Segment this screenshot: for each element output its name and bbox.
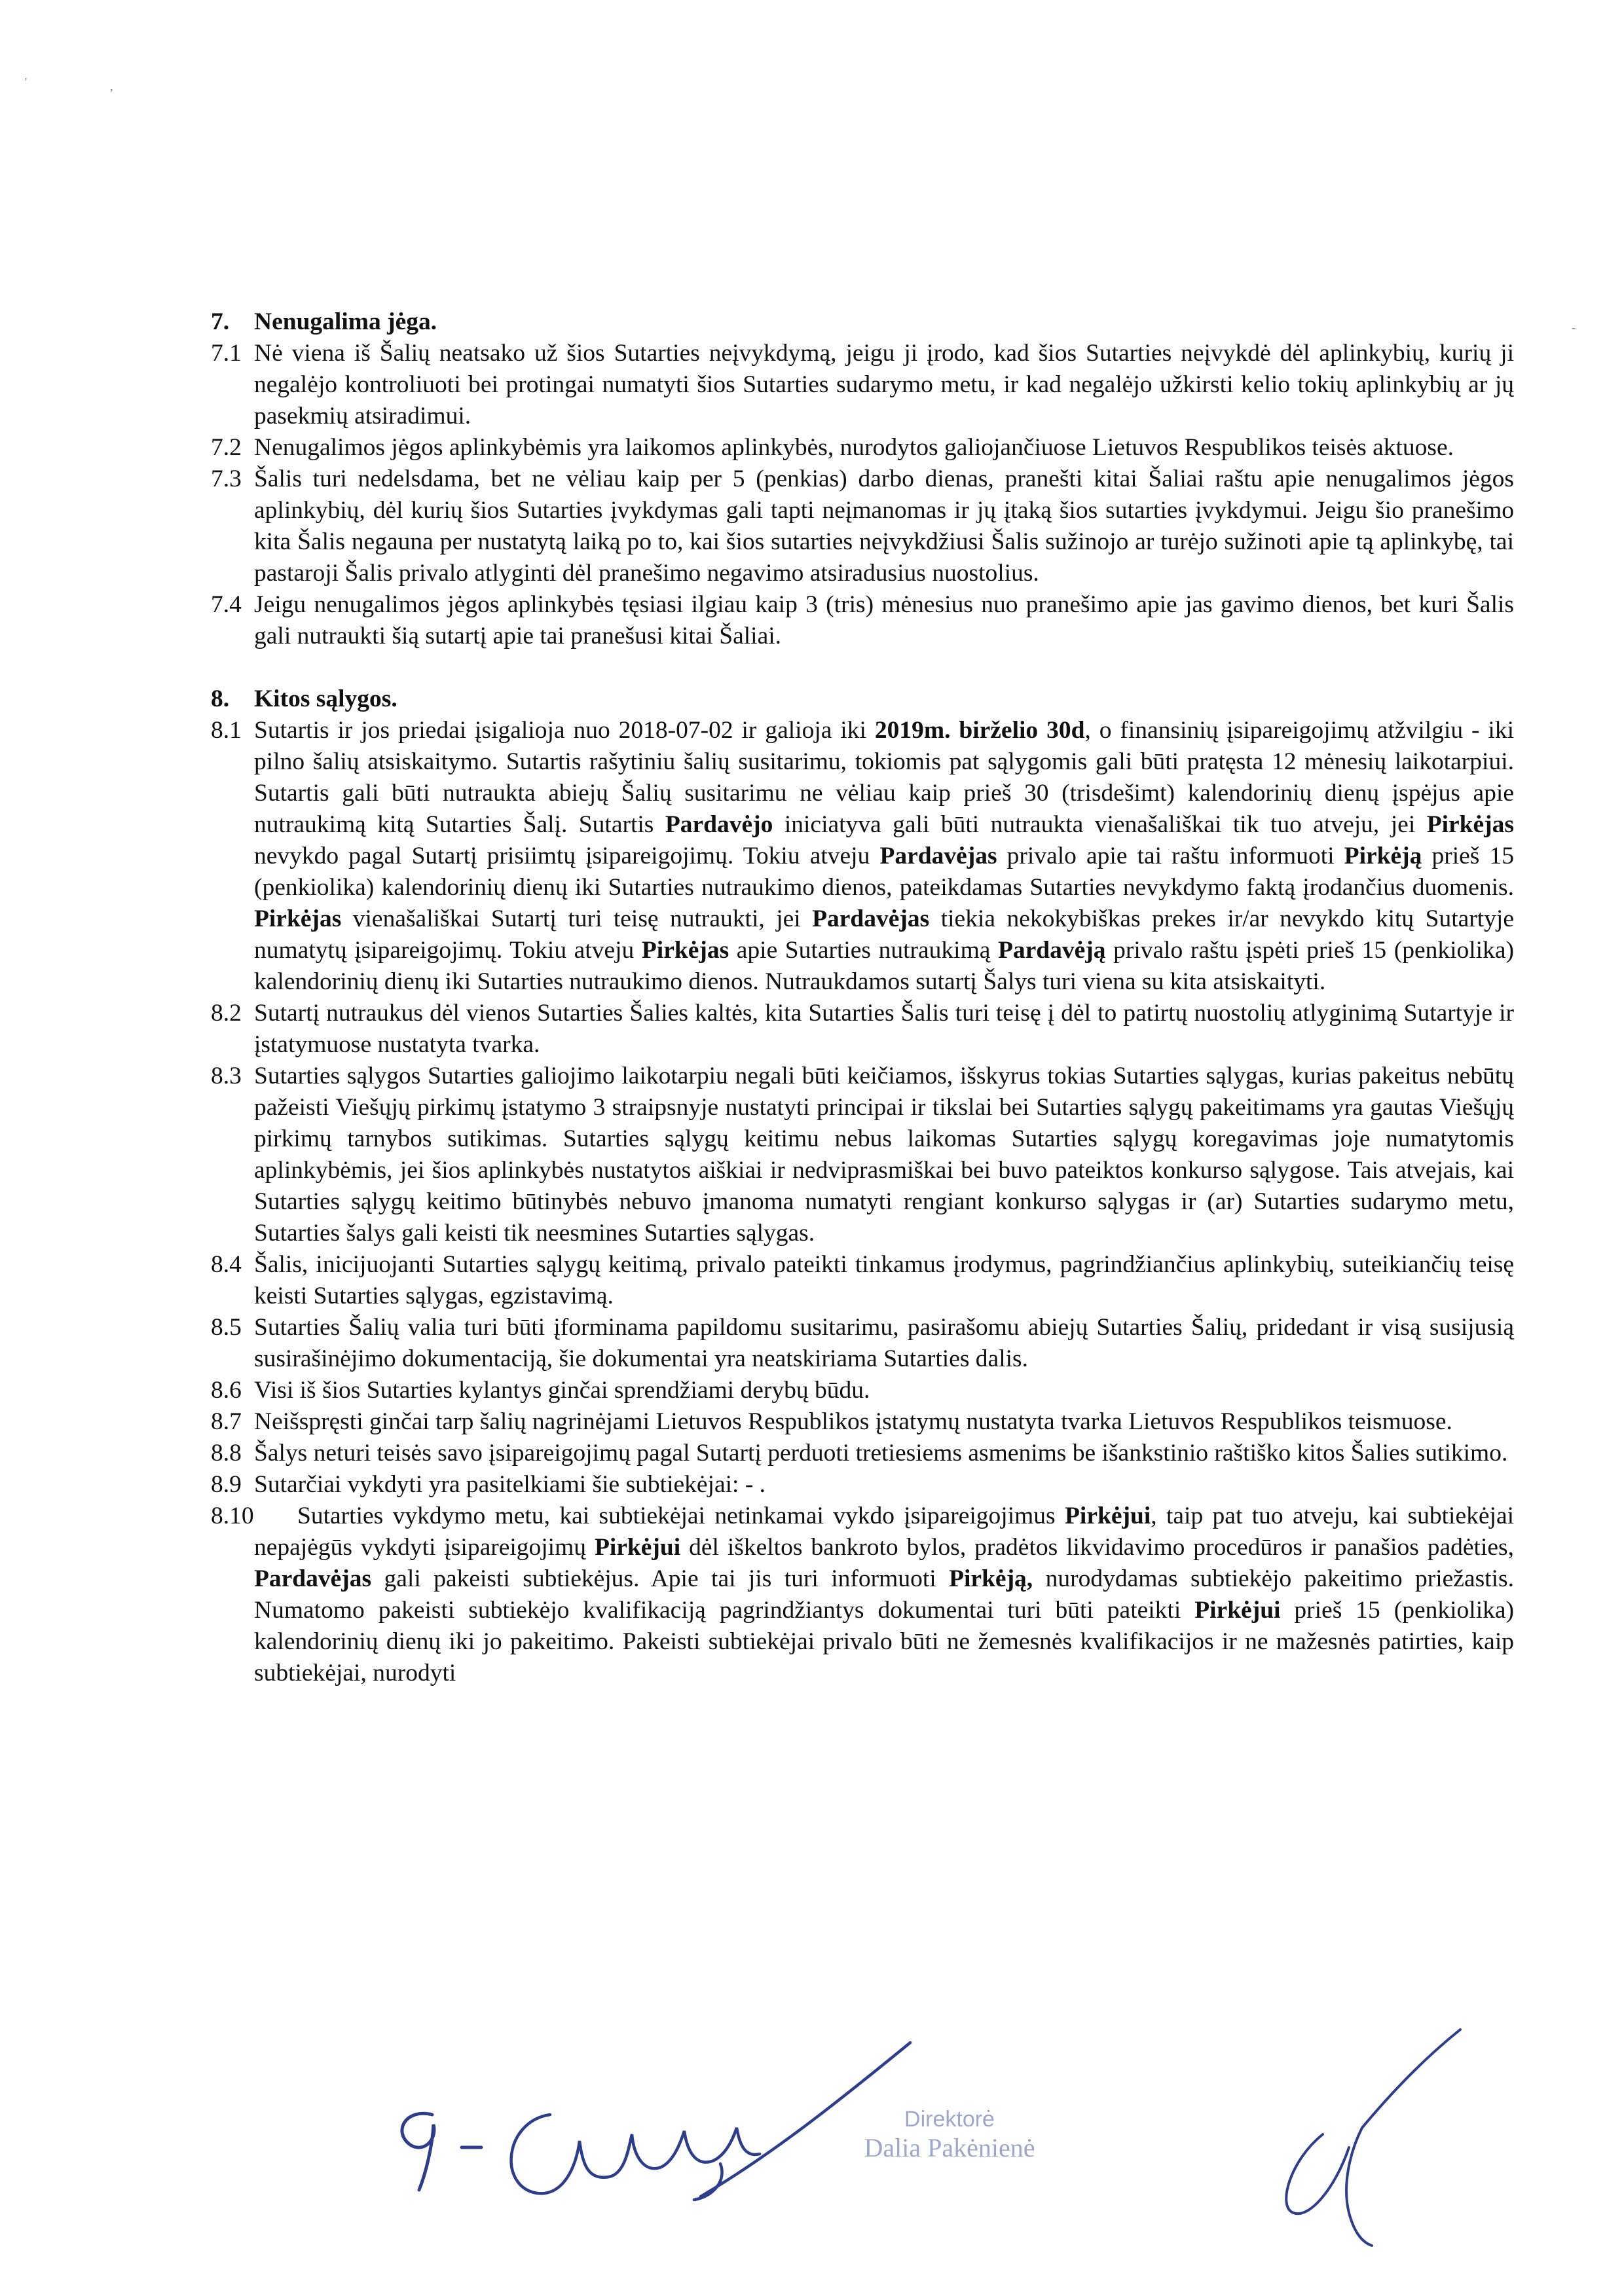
clause-8-10 (211, 1501, 1514, 1689)
clause-text: dėl iškeltos bankroto bylos, pradėtos likvidavimo procedūros ir panašios padėties, (680, 1534, 1514, 1561)
clause-number: 8.10 (211, 1503, 254, 1529)
clause-text: Šalis, inicijuojanti Sutarties sąlygų keitimą, privalo pateikti tinkamus įrodymus, pagrindžiančius aplinkybių, suteikiančių teisę keisti Sutarties sąlygas, egzistavimą. (254, 1251, 1514, 1309)
bold-term: Pirkėją, (949, 1565, 1033, 1592)
clause-text: , taip pat tuo atveju, kai subtiekėjai nepajėgūs vykdyti įsipareigojimų (254, 1503, 1515, 1561)
clause-text: privalo apie tai raštu informuoti (997, 843, 1344, 869)
clause-7-4 (211, 589, 1514, 652)
bold-term: Pardavėjas (879, 843, 997, 869)
section-8-heading (211, 683, 1514, 715)
clause-8-8 (211, 1438, 1514, 1469)
clause-8-1 (211, 715, 1514, 998)
clause-number: 8.9 (211, 1471, 242, 1498)
bold-term: Pirkėjui (1065, 1503, 1151, 1529)
clause-number: 8.1 (211, 717, 242, 744)
clause-text: prieš 15 (penkiolika) kalendorinių dienų iki Sutarties nutraukimo dienos, pateikdamas Sutarties nevykdymo faktą įrodančius duomenis. (254, 843, 1514, 901)
clause-text: iniciatyva gali būti nutraukta vienašališkai tik tuo atveju, jei (773, 811, 1427, 838)
bold-term: 2019m. birželio 30d (874, 717, 1085, 744)
bold-term: Pirkėjas (254, 905, 342, 932)
clause-number: 7.1 (211, 340, 242, 367)
clause-text: Jeigu nenugalimos jėgos aplinkybės tęsiasi ilgiau kaip 3 (tris) mėnesius nuo pranešimo apie jas gavimo dienos, bet kuri Šalis gali nutraukti šią sutartį apie tai pranešusi kitai Šaliai. (254, 591, 1514, 649)
section-7-title: Nenugalima jėga. (254, 308, 437, 335)
bold-term: Pirkėjas (641, 937, 729, 964)
director-stamp (845, 2105, 1054, 2162)
signature-2 (1286, 2030, 1460, 2246)
clause-7-3 (211, 464, 1514, 589)
clause-text: Sutarties sąlygos Sutarties galiojimo laikotarpiu negali būti keičiamos, išskyrus tokias Sutarties sąlygas, kurias pakeitus nebūtų pažeisti Viešųjų pirkimų įstatymo 3 straipsnyje nustatyti principai ir tikslai bei Sutarties sąlygų pakeitimams yra gautas Viešųjų pirkimų tarnybos sutikimas. Sutarties sąlygų keitimu nebus laikomas Sutarties sąlygų koregavimas joje numatytomis aplinkybėmis, jei šios aplinkybės nustatytos aiškiai ir nedviprasmiškai bei buvo pateiktos konkurso sąlygose. Tais atvejais, kai Sutarties sąlygų keitimo būtinybės nebuvo įmanoma numatyti rengiant konkurso sąlygas ir (ar) Sutarties sudarymo metu, Sutarties šalys gali keisti tik neesmines Sutarties sąlygas. (254, 1063, 1514, 1247)
clause-number: 7.2 (211, 434, 242, 461)
clause-text: privalo raštu įspėti prieš 15 (penkiolika) kalendorinių dienų iki Sutarties nutraukimo dienos. Nutraukdamos sutartį Šalys turi viena su kita atsiskaityti. (254, 937, 1514, 995)
clause-text: gali pakeisti subtiekėjus. Apie tai jis turi informuoti (371, 1565, 950, 1592)
bold-term: Pirkėjui (1194, 1597, 1281, 1624)
clause-8-2 (211, 998, 1514, 1061)
clause-text: nurodydamas subtiekėjo pakeitimo priežastis. Numatomo pakeisti subtiekėjo kvalifikaciją pagrindžiantys dokumentai turi būti pateikti (254, 1565, 1514, 1624)
scan-speck: ' (25, 75, 28, 88)
clause-number: 8.5 (211, 1314, 242, 1341)
stamp-name: Dalia Pakėnienė (864, 2133, 1035, 2162)
clause-number: 8.3 (211, 1063, 242, 1089)
bold-term: Pirkėjas (1426, 811, 1515, 838)
clause-text: Sutarties vykdymo metu, kai subtiekėjai netinkamai vykdo įsipareigojimus (297, 1503, 1065, 1529)
clause-8-3 (211, 1061, 1514, 1249)
clause-8-5 (211, 1312, 1514, 1375)
clause-number: 8.6 (211, 1377, 242, 1404)
clause-text: Šalys neturi teisės savo įsipareigojimų pagal Sutartį perduoti tretiesiems asmenims be išankstinio raštiško kitos Šalies sutikimo. (254, 1440, 1508, 1467)
bold-term: Pardavėjo (665, 811, 773, 838)
stamp-title: Direktorė (904, 2107, 995, 2132)
clause-number: 8.7 (211, 1408, 242, 1435)
clause-8-7 (211, 1406, 1514, 1438)
clause-number: 7.3 (211, 465, 242, 492)
clause-text: , o finansinių įsipareigojimų atžvilgiu - iki pilno šalių atsiskaitymo. Sutartis rašytiniu šalių susitarimu, tokiomis pat sąlygomis gali būti pratęsta 12 mėnesių laikotarpiui. Sutartis gali būti nutraukta abiejų Šalių susitarimu ne vėliau kaip prieš 30 (trisdešimt) kalendorinių dienų įspėjus apie nutraukimą kitą Sutarties Šalį. Sutartis (254, 717, 1514, 838)
clause-text: prieš 15 (penkiolika) kalendorinių dienų iki jo pakeitimo. Pakeisti subtiekėjai privalo būti ne žemesnės kvalifikacijos ir ne mažesnės patirties, kaip subtiekėjai, nurodyti (254, 1597, 1515, 1686)
clause-text: Šalis turi nedelsdama, bet ne vėliau kaip per 5 (penkias) darbo dienas, pranešti kitai Šaliai raštu apie nenugalimos jėgos aplinkybių, dėl kurių šios Sutarties įvykdymas gali tapti neįmanomas ir jų įtaką šios sutarties įvykdymui. Jeigu šio pranešimo kita Šalis negauna per nustatytą laiką po to, kai šios sutarties neįvykdžiusi Šalis sužinojo ar turėjo sužinoti apie tą aplinkybę, tai pastaroji Šalis privalo atlyginti dėl pranešimo negavimo atsiradusius nuostolius. (254, 465, 1514, 587)
clause-number: 7.4 (211, 591, 242, 618)
clause-text: Sutartį nutraukus dėl vienos Sutarties Šalies kaltės, kita Sutarties Šalis turi teisę į dėl to patirtų nuostolių atlyginimą Sutartyje ir įstatymuose nustatyta tvarka. (254, 1000, 1514, 1058)
section-8-number: 8. (211, 685, 230, 712)
clause-text: Nė viena iš Šalių neatsako už šios Sutarties neįvykdymą, jeigu ji įrodo, kad šios Sutarties neįvykdė dėl aplinkybių, kurių ji negalėjo kontroliuoti bei protingai numatyti šios Sutarties sudarymo metu, ir kad negalėjo užkirsti kelio tokių aplinkybių ar jų pasekmių atsiradimui. (254, 340, 1514, 429)
clause-7-2 (211, 432, 1514, 464)
bold-term: Pardavėjas (812, 905, 930, 932)
clause-number: 8.2 (211, 1000, 242, 1027)
section-gap (211, 652, 1514, 683)
clause-text: Neišspręsti ginčai tarp šalių nagrinėjami Lietuvos Respublikos įstatymų nustatyta tvarka Lietuvos Respublikos teismuose. (254, 1408, 1452, 1435)
clause-7-1 (211, 338, 1514, 432)
section-8-title: Kitos sąlygos. (254, 685, 397, 712)
clause-text: nevykdo pagal Sutartį prisiimtų įsipareigojimų. Tokiu atveju (254, 843, 880, 869)
clause-text: Sutarties Šalių valia turi būti įforminama papildomu susitarimu, pasirašomu abiejų Sutarties Šalių, pridedant ir visą susijusią susirašinėjimo dokumentaciją, šie dokumentai yra neatskiriama Sutarties dalis. (254, 1314, 1514, 1372)
scan-speck: - (1572, 321, 1576, 334)
bold-term: Pardavėjas (254, 1565, 372, 1592)
handwritten-page-mark (402, 2113, 481, 2190)
bold-term: Pardavėją (997, 937, 1106, 964)
section-7-number: 7. (211, 308, 230, 335)
clause-number: 8.4 (211, 1251, 242, 1278)
clause-text: Nenugalimos jėgos aplinkybėmis yra laikomos aplinkybės, nurodytos galiojančiuose Lietuvos Respublikos teisės aktuose. (254, 434, 1454, 461)
clause-8-6 (211, 1375, 1514, 1406)
bold-term: Pirkėją (1344, 843, 1422, 869)
clause-text: apie Sutarties nutraukimą (729, 937, 998, 964)
clause-text: vienašališkai Sutartį turi teisę nutraukti, jei (341, 905, 813, 932)
clause-text: tiekia nekokybiškas prekes ir/ar nevykdo kitų Sutartyje numatytų įsipareigojimų. Tokiu atveju (254, 905, 1514, 964)
section-7-heading (211, 306, 1514, 338)
clause-8-9 (211, 1469, 1514, 1501)
clause-text: Sutarčiai vykdyti yra pasitelkiami šie subtiekėjai: - . (254, 1471, 766, 1498)
signature-area (0, 2016, 1624, 2291)
scan-speck: , (110, 80, 113, 93)
clause-number: 8.8 (211, 1440, 242, 1467)
clause-8-4 (211, 1249, 1514, 1312)
contract-body (211, 306, 1514, 1689)
clause-text: Sutartis ir jos priedai įsigalioja nuo 2018-07-02 ir galioja iki (254, 717, 875, 744)
clause-text: Visi iš šios Sutarties kylantys ginčai sprendžiami derybų būdu. (254, 1377, 870, 1404)
bold-term: Pirkėjui (594, 1534, 681, 1561)
